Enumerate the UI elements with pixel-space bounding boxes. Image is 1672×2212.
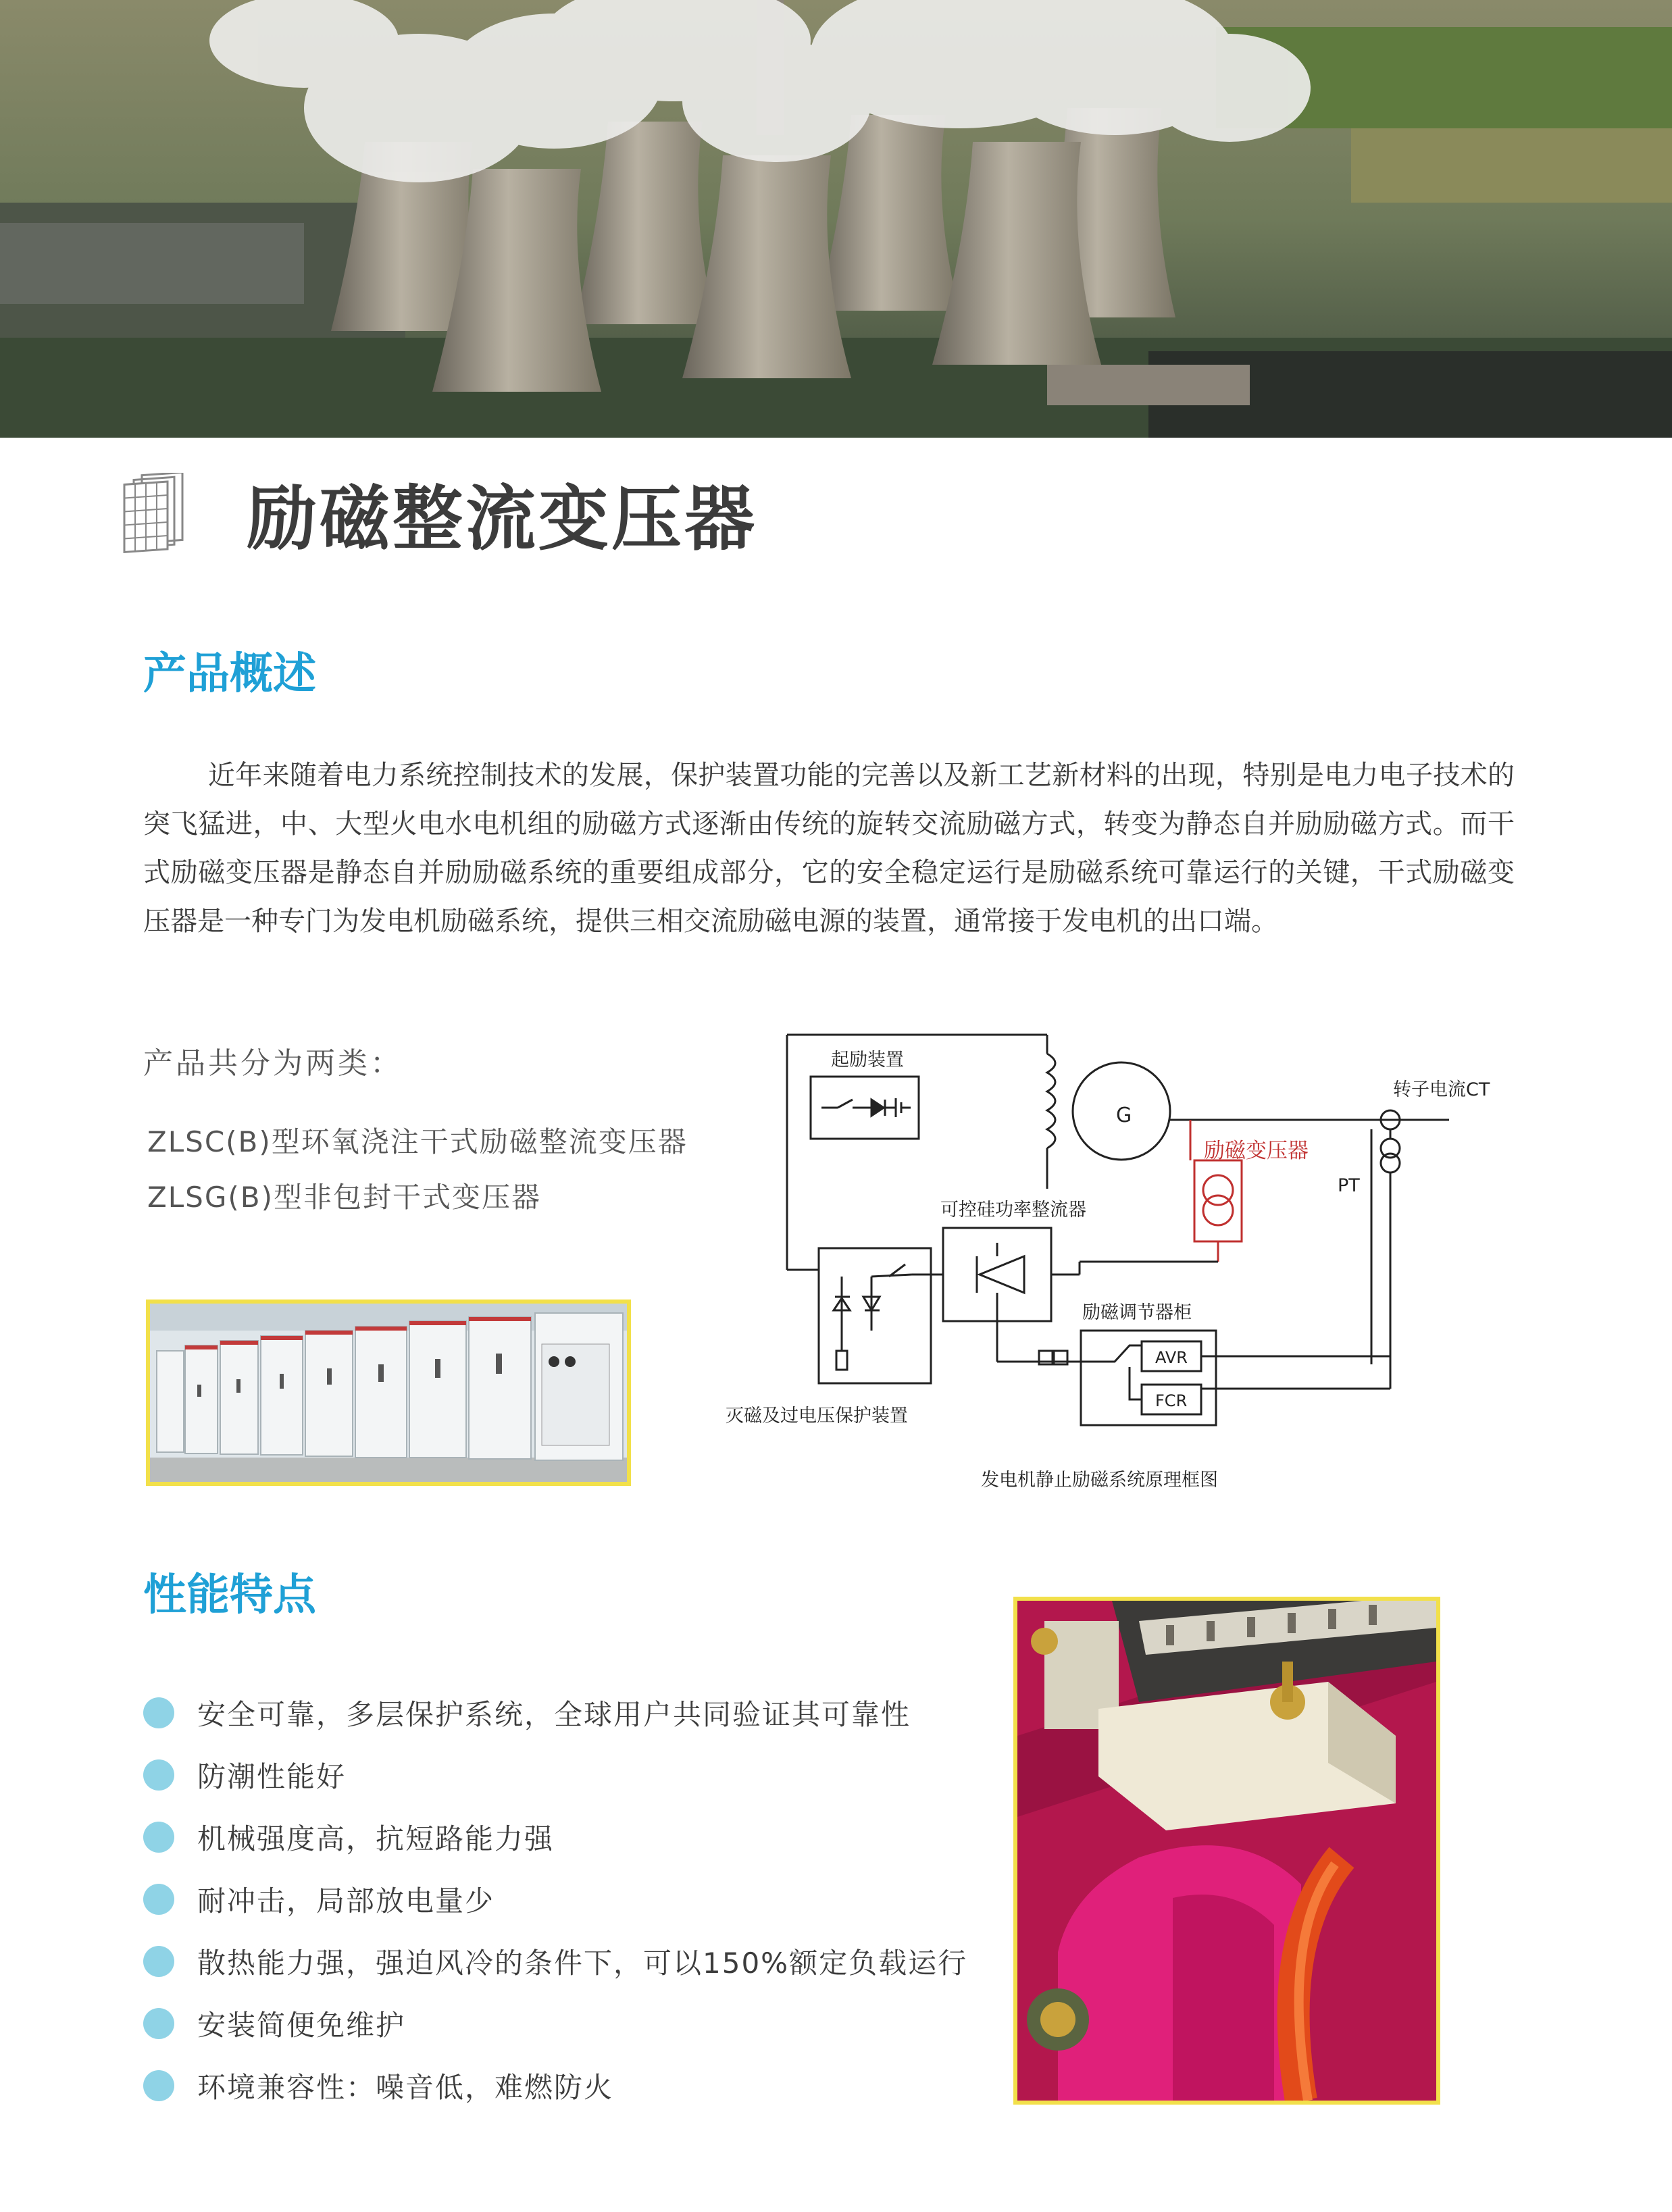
fcr-label: FCR — [1155, 1391, 1188, 1410]
excitation-system-diagram — [703, 1013, 1534, 1499]
transformer-detail-photo — [1013, 1597, 1440, 2105]
feature-item — [143, 2055, 967, 2117]
avr-label: AVR — [1155, 1348, 1188, 1367]
cabinets-photo — [146, 1300, 631, 1486]
features-list — [143, 1682, 967, 2117]
bullet-icon — [143, 2008, 174, 2039]
feature-item — [143, 1992, 967, 2055]
feature-item — [143, 1806, 967, 1868]
feature-text: 机械强度高，抗短路能力强 — [197, 1822, 555, 1855]
solar-panel-icon — [119, 473, 186, 554]
feature-text: 环境兼容性：噪音低，难燃防火 — [197, 2071, 614, 2104]
pt-label: PT — [1338, 1175, 1360, 1196]
feature-text: 安装简便免维护 — [197, 2009, 406, 2042]
features-heading: 性能特点 — [143, 1570, 316, 1620]
feature-text: 防潮性能好 — [197, 1760, 347, 1793]
regulator-cabinet-label: 励磁调节器柜 — [1082, 1302, 1192, 1323]
overview-paragraph — [143, 751, 1515, 946]
feature-item — [143, 1930, 967, 1992]
rectifier-label: 可控硅功率整流器 — [940, 1200, 1086, 1220]
type-item: ZLSG(B)型非包封干式变压器 — [147, 1181, 541, 1214]
excitation-transformer-label: 励磁变压器 — [1204, 1139, 1309, 1163]
overview-body: 近年来随着电力系统控制技术的发展，保护装置功能的完善以及新工艺新材料的出现，特别是电力电子技术的突飞猛进，中、大型火电水电机组的励磁方式逐渐由传统的旋转交流励磁方式，转变为静态自并励励磁方式。而干式励磁变压器是静态自并励励磁系统的重要组成部分，它的安全稳定运行是励磁系统可靠运行的关键，干式励磁变压器是一种专门为发电机励磁系统，提供三相交流励磁电源的装置，通常接于发电机的出口端。 — [143, 760, 1515, 937]
bullet-icon — [143, 1822, 174, 1853]
type-item: ZLSC(B)型环氧浇注干式励磁整流变压器 — [147, 1125, 688, 1158]
power-plant-photo — [0, 0, 1672, 438]
bullet-icon — [143, 1697, 174, 1728]
overview-heading: 产品概述 — [143, 649, 316, 699]
starter-label: 起励装置 — [831, 1050, 904, 1071]
feature-item — [143, 1744, 967, 1806]
bullet-icon — [143, 2070, 174, 2101]
bullet-icon — [143, 1946, 174, 1977]
feature-item — [143, 1682, 967, 1744]
diagram-caption: 发电机静止励磁系统原理框图 — [981, 1470, 1218, 1491]
feature-text: 散热能力强，强迫风冷的条件下，可以150%额定负载运行 — [197, 1947, 968, 1980]
bullet-icon — [143, 1884, 174, 1915]
feature-text: 安全可靠，多层保护系统，全球用户共同验证其可靠性 — [197, 1698, 911, 1731]
rotor-ct-label: 转子电流CT — [1393, 1079, 1490, 1100]
generator-label: G — [1116, 1104, 1132, 1127]
types-intro: 产品共分为两类： — [143, 1046, 403, 1081]
feature-text: 耐冲击，局部放电量少 — [197, 1884, 495, 1918]
feature-item — [143, 1868, 967, 1930]
page-title: 励磁整流变压器 — [247, 478, 758, 560]
protection-label: 灭磁及过电压保护装置 — [726, 1406, 908, 1426]
bullet-icon — [143, 1759, 174, 1791]
